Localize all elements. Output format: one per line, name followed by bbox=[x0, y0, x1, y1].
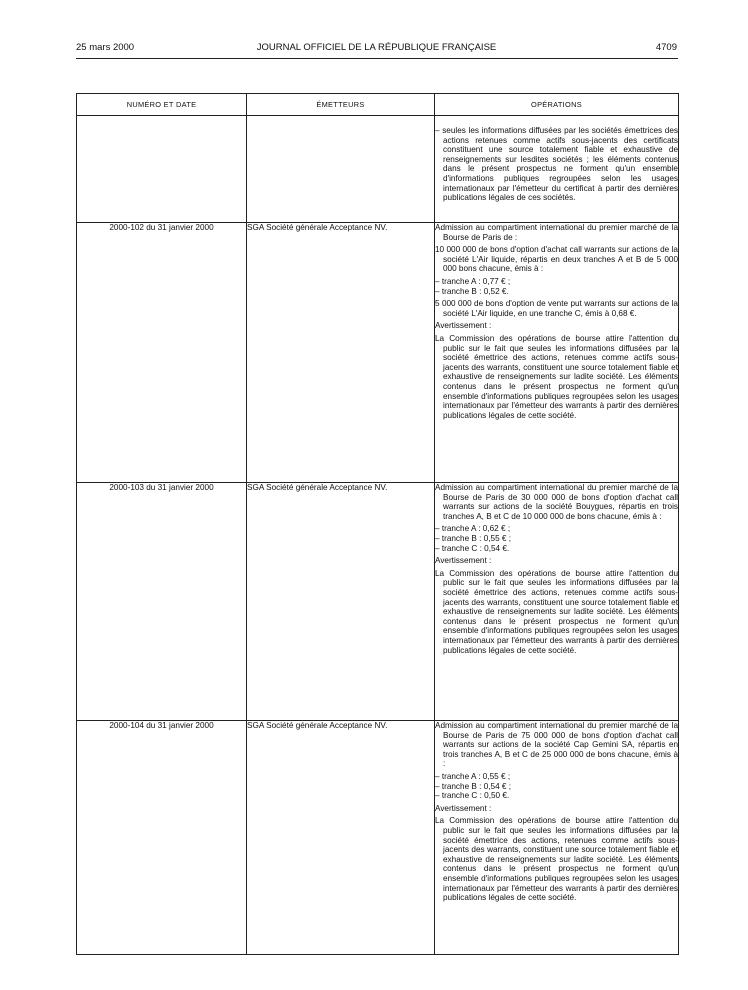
column-header-operations: OPÉRATIONS bbox=[435, 94, 679, 116]
tranche-item: – tranche C : 0,50 €. bbox=[435, 791, 510, 801]
operations-cell bbox=[435, 223, 679, 483]
numero-cell: 2000-103 du 31 janvier 2000 bbox=[77, 483, 247, 721]
avertissement-text: La Commission des opérations de bourse attire l'attention du public sur le fait que seules les informations diffusées par la société émettrice des actions, retenues comme actifs sous-jacents des warrants, constituent une source totalement fiable et exhaustive de renseignements sur ladite société. Les éléments contenus dans le présent prospectus ne forment qu'un ensemble d'informations publiques regroupées selon les usages internationaux par l'émetteur des warrants à partir des dernières publications légales de cette société. bbox=[435, 333, 678, 420]
tranche-item: – tranche A : 0,77 € ; bbox=[435, 276, 511, 286]
table-row bbox=[77, 223, 679, 483]
journal-title: JOURNAL OFFICIEL DE LA RÉPUBLIQUE FRANÇAISE bbox=[256, 42, 497, 53]
tranche-item: – tranche B : 0,52 €. bbox=[435, 286, 509, 296]
table-row-continuation bbox=[77, 116, 679, 223]
tranche-list bbox=[435, 772, 678, 801]
avertissement-label: Avertissement : bbox=[435, 321, 492, 331]
offer-text: 10 000 000 de bons d'option d'achat call warrants sur actions de la société L'Air liquide, répartis en deux tranches A et B de 5 000 000 bons chacune, émis à : bbox=[435, 245, 678, 274]
operations-cell bbox=[435, 116, 679, 223]
operations-cell bbox=[435, 721, 679, 955]
admission-text: Admission au compartiment international du premier marché de la Bourse de Paris de 75 000 000 de bons d'option d'achat call warrants sur actions de la société Cap Gemini SA, répartis en trois tranches A, B et C de 25 000 000 de bons chacune, émis à : bbox=[435, 721, 678, 769]
tranche-list bbox=[435, 524, 678, 553]
tranche-item: – tranche B : 0,55 € ; bbox=[435, 533, 512, 543]
page-number: 4709 bbox=[655, 42, 677, 53]
emetteur-cell: SGA Société générale Acceptance NV. bbox=[247, 483, 435, 721]
emetteur-cell: SGA Société générale Acceptance NV. bbox=[247, 721, 435, 955]
operations-cell bbox=[435, 483, 679, 721]
header-rule bbox=[76, 58, 678, 59]
table-row bbox=[77, 721, 679, 955]
tranche-list bbox=[435, 277, 678, 296]
admission-text: Admission au compartiment international du premier marché de la Bourse de Paris de 30 000 000 de bons d'option d'achat call warrants sur actions de la société Bouygues, répartis en trois tranches A, B et C de 10 000 000 de bons chacune, émis à : bbox=[435, 483, 678, 521]
continuation-text: – seules les informations diffusées par les sociétés émettrices des actions retenues comme actifs sous-jacents des certificats constituent une source totalement fiable et exhaustive de renseignements sur lesdites sociétés ; les éléments contenus dans le présent prospectus ne forment qu'un ensemble d'informations publiques regroupées selon les usages internationaux par l'émetteur du certificat à partir des dernières publications légales de ces sociétés. bbox=[435, 126, 678, 203]
tranche-item: – tranche A : 0,55 € ; bbox=[435, 771, 511, 781]
operations-table bbox=[76, 93, 679, 955]
column-header-numero: NUMÉRO ET DATE bbox=[77, 94, 247, 116]
numero-cell: 2000-102 du 31 janvier 2000 bbox=[77, 223, 247, 483]
emetteur-cell bbox=[247, 116, 435, 223]
table-header-row bbox=[77, 94, 679, 116]
table-row bbox=[77, 483, 679, 721]
tranche-item: – tranche C : 0,54 €. bbox=[435, 543, 510, 553]
numero-cell: 2000-104 du 31 janvier 2000 bbox=[77, 721, 247, 955]
emetteur-cell: SGA Société générale Acceptance NV. bbox=[247, 223, 435, 483]
page-header bbox=[76, 42, 677, 58]
avertissement-label: Avertissement : bbox=[435, 556, 492, 566]
numero-cell bbox=[77, 116, 247, 223]
column-header-emetteurs: ÉMETTEURS bbox=[247, 94, 435, 116]
publication-date: 25 mars 2000 bbox=[76, 42, 135, 53]
tranche-item: – tranche A : 0,62 € ; bbox=[435, 524, 511, 534]
admission-text: Admission au compartiment international du premier marché de la Bourse de Paris de : bbox=[435, 223, 678, 242]
tranche-item: – tranche B : 0,54 € ; bbox=[435, 781, 512, 791]
avertissement-text: La Commission des opérations de bourse attire l'attention du public sur le fait que seules les informations diffusées par la société émettrice des actions, retenues comme actifs sous-jacents des warrants, constituent une source totalement fiable et exhaustive de renseignements sur ladite société. Les éléments contenus dans le présent prospectus ne forment qu'un ensemble d'informations publiques regroupées selon les usages internationaux par l'émetteur des warrants à partir des dernières publications légales de cette société. bbox=[435, 568, 678, 655]
avertissement-text: La Commission des opérations de bourse attire l'attention du public sur le fait que seules les informations diffusées par la société émettrice des actions, retenues comme actifs sous-jacents des warrants, constituent une source totalement fiable et exhaustive de renseignements sur ladite société. Les éléments contenus dans le présent prospectus ne forment qu'un ensemble d'informations publiques regroupées selon les usages internationaux par l'émetteur des warrants à partir des dernières publications légales de cette société. bbox=[435, 816, 678, 903]
avertissement-label: Avertissement : bbox=[435, 803, 492, 813]
offer-text: 5 000 000 de bons d'option de vente put warrants sur actions de la société L'Air liquide, en une tranche C, émis à 0,68 €. bbox=[435, 299, 678, 318]
